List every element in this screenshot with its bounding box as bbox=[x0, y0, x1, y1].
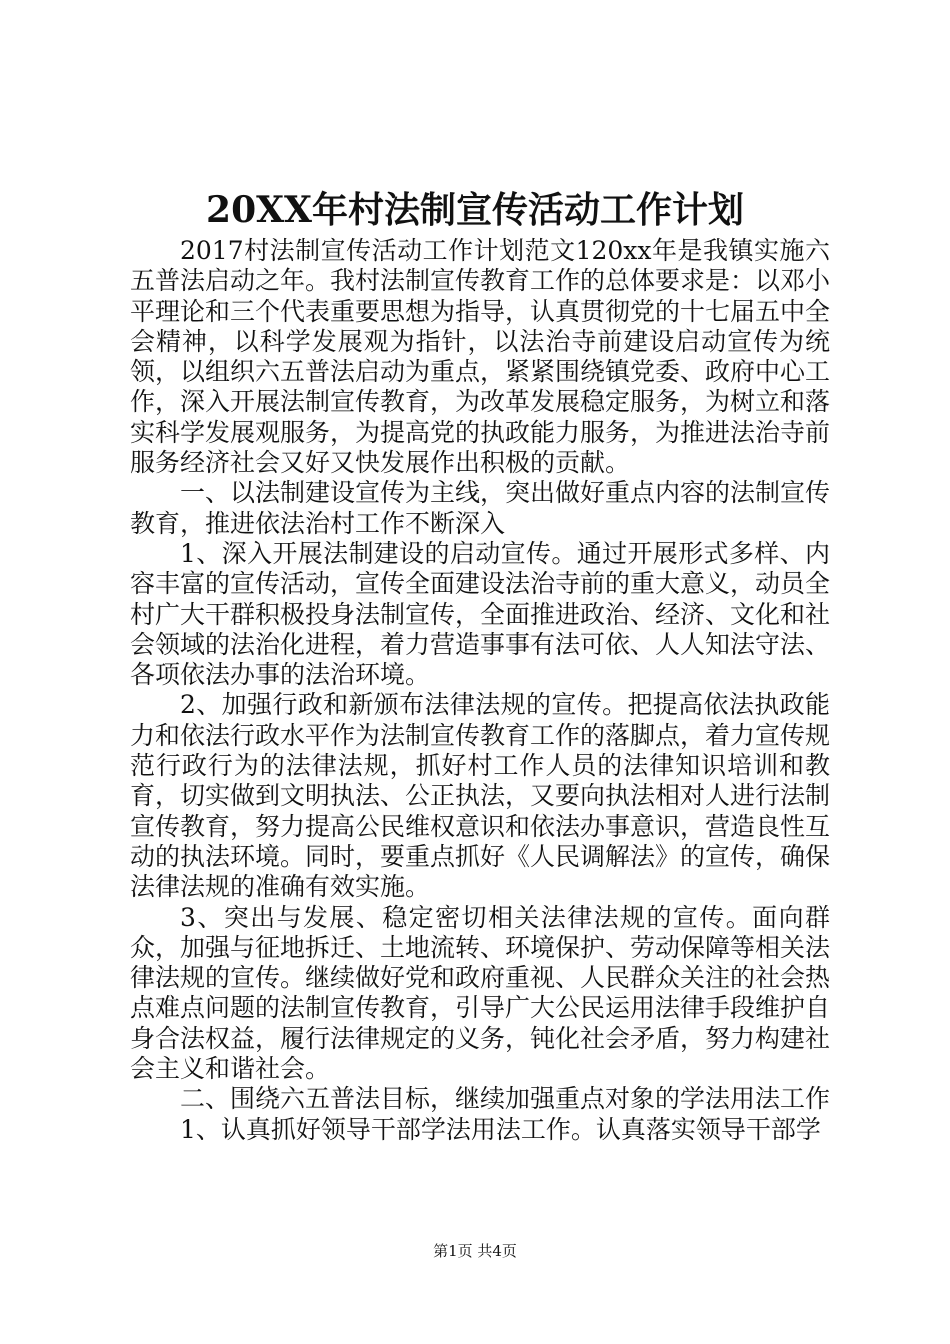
paragraph-item-2-1: 1、认真抓好领导干部学法用法工作。认真落实领导干部学 bbox=[180, 1114, 821, 1144]
paragraph-item-1-2: 2、加强行政和新颁布法律法规的宣传。把提高依法执政能力和依法行政水平作为法制宣传教育工作的落脚点，着力宣传规范行政行为的法律法规，抓好村工作人员的法律知识培训和教育，切实做到文明执法、公正执法，又要向执法相对人进行法制宣传教育，努力提高公民维权意识和依法办事意识，营造良性互动的执法环境。同时，要重点抓好《人民调解法》的宣传，确保法律法规的准确有效实施。 bbox=[130, 690, 831, 902]
page-footer: 第1页 共4页 bbox=[433, 1242, 517, 1260]
paragraph-intro: 2017村法制宣传活动工作计划范文120xx年是我镇实施六五普法启动之年。我村法制宣传教育工作的总体要求是：以邓小平理论和三个代表重要思想为指导，认真贯彻党的十七届五中全会精神，以科学发展观为指针，以法治寺前建设启动宣传为统领，以组织六五普法启动为重点，紧紧围绕镇党委、政府中心工作，深入开展法制宣传教育，为改革发展稳定服务，为树立和落实科学发展观服务，为提高党的执政能力服务，为推进法治寺前服务经济社会又好又快发展作出积极的贡献。 bbox=[130, 236, 831, 478]
paragraph-item-1-1: 1、深入开展法制建设的启动宣传。通过开展形式多样、内容丰富的宣传活动，宣传全面建设法治寺前的重大意义，动员全村广大干群积极投身法制宣传，全面推进政治、经济、文化和社会领域的法治化进程，着力营造事事有法可依、人人知法守法、各项依法办事的法治环境。 bbox=[130, 538, 831, 690]
document-body bbox=[130, 236, 830, 1145]
section-heading-2: 二、围绕六五普法目标，继续加强重点对象的学法用法工作 bbox=[180, 1084, 831, 1114]
document-title: 20XX年村法制宣传活动工作计划 bbox=[206, 189, 744, 231]
section-heading-1: 一、以法制建设宣传为主线，突出做好重点内容的法制宣传教育，推进依法治村工作不断深入 bbox=[130, 478, 831, 538]
paragraph-item-1-3: 3、突出与发展、稳定密切相关法律法规的宣传。面向群众，加强与征地拆迁、土地流转、环境保护、劳动保障等相关法律法规的宣传。继续做好党和政府重视、人民群众关注的社会热点难点问题的法制宣传教育，引导广大公民运用法律手段维护自身合法权益，履行法律规定的义务，钝化社会矛盾，努力构建社会主义和谐社会。 bbox=[130, 902, 831, 1084]
